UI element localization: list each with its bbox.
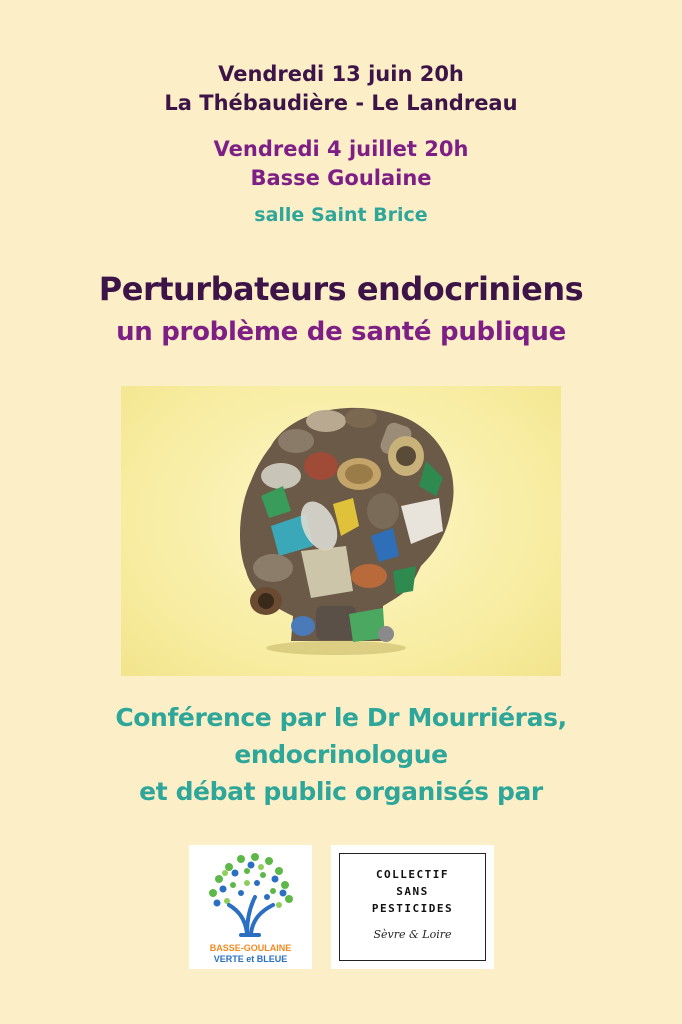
logo1-line2: VERTE et BLEUE <box>213 954 288 964</box>
logo2-tagline: Sèvre & Loire <box>373 928 452 941</box>
poster-subtitle: un problème de santé publique <box>116 317 566 347</box>
conference-line-3: et débat public organisés par <box>139 777 543 806</box>
head-of-waste-illustration <box>121 386 561 676</box>
tree-icon <box>189 845 312 943</box>
logo2-line1: COLLECTIF <box>375 868 450 881</box>
logo-collectif-sans-pesticides <box>331 845 494 969</box>
event2-place: Basse Goulaine <box>250 166 432 190</box>
conference-line-1: Conférence par le Dr Mourriéras, <box>115 703 567 732</box>
conference-line-2: endocrinologue <box>234 740 448 769</box>
event2-date: Vendredi 4 juillet 20h <box>213 137 469 161</box>
event1-date: Vendredi 13 juin 20h <box>218 62 464 86</box>
venue: salle Saint Brice <box>254 204 428 226</box>
logo1-line1: BASSE-GOULAINE <box>209 943 292 953</box>
logo2-line2: SANS <box>396 885 429 898</box>
logo-basse-goulaine <box>189 845 312 969</box>
event1-place: La Thébaudière - Le Landreau <box>164 91 518 115</box>
poster-title: Perturbateurs endocriniens <box>98 270 584 308</box>
logo2-line3: PESTICIDES <box>371 902 454 915</box>
waste-head-image <box>121 386 561 676</box>
